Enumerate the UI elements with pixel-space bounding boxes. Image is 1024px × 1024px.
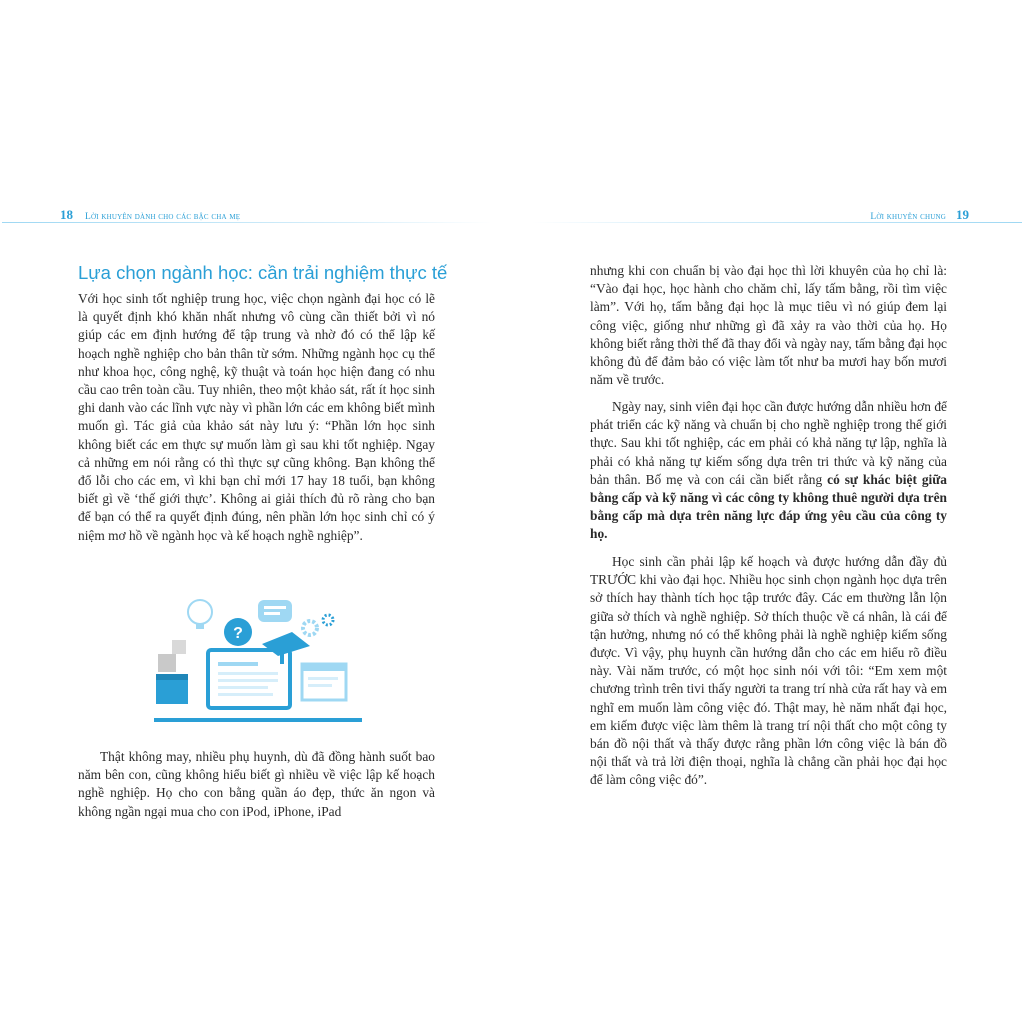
left-header-title: Lời khuyên dành cho các bậc cha mẹ	[85, 212, 241, 222]
section-heading: Lựa chọn ngành học: cần trải nghiệm thực tế	[78, 262, 448, 283]
lightbulb-icon	[188, 600, 212, 624]
right-paragraph-2	[590, 398, 947, 544]
right-page-number: 19	[956, 207, 969, 222]
right-header-rule	[532, 222, 1022, 223]
left-header-rule	[2, 222, 492, 223]
career-planning-illustration	[150, 590, 370, 730]
gear-icon	[303, 621, 317, 635]
left-page-number: 18	[60, 207, 73, 222]
gear-icon-small	[323, 615, 333, 625]
right-paragraph-1: nhưng khi con chuẩn bị vào đại học thì lời khuyên của họ chỉ là: “Vào đại học, học hành cho chăm chỉ, lấy tấm bằng, rồi tìm việc làm”. Với họ, tấm bằng đại học là mục tiêu vì nó giúp đem lại công việc, giống như những gì đã xảy ra vào thời của họ. Họ không biết rằng thời thế đã thay đổi và ngày nay, tấm bằng đại học không đủ để đảm bảo có việc làm tốt như ba mươi hay bốn mươi năm về trước.	[590, 263, 947, 388]
puzzle-icon	[158, 654, 176, 672]
left-paragraph-1: Với học sinh tốt nghiệp trung học, việc chọn ngành đại học có lẽ là quyết định khó khăn nhất nhưng vô cùng cần thiết bởi vì nó giúp các em định hướng để tập trung và nhờ đó có thể lập kế hoạch nghề nghiệp cho bản thân từ sớm. Những ngành học cụ thể như khoa học, công nghệ, kỹ thuật và toán học hiện đang có nhu cầu cao trên toàn cầu. Tuy nhiên, theo một khảo sát, rất ít học sinh ghi danh vào các lĩnh vực này vì phần lớn các em không biết mình muốn gì. Tác giả của khảo sát này lưu ý: “Phần lớn học sinh không biết các em thực sự muốn làm gì sau khi tốt nghiệp. Ngay cả những em nói rằng có thì thực sự cũng không. Bạn không thể đổ lỗi cho các em, vì khi bạn chỉ mới 17 hay 18 tuổi, bạn không biết gì về ‘thế giới thực’. Không ai giải thích đủ rõ ràng cho bạn để bạn có thể ra quyết định đúng, nên phần lớn học sinh chỉ có ý niệm mơ hồ về ngành học và kế hoạch nghề nghiệp”.	[78, 291, 435, 543]
desk-line	[154, 718, 362, 722]
right-paragraph-3: Học sinh cần phải lập kế hoạch và được hướng dẫn đầy đủ TRƯỚC khi vào đại học. Nhiều học sinh chọn ngành học dựa trên sở thích hay thành tích học tập trước đây. Các em thường lẫn lộn giữa sở thích và nghề nghiệp. Sở thích thuộc về cá nhân, là cái để tận hưởng, nhưng nó có thể không phải là nghề nghiệp kiếm sống được. Vì vậy, phụ huynh cần hướng dẫn cho các em hiểu rõ điều này. Vài năm trước, có một học sinh nói với tôi: “Em xem một chương trình trên tivi thấy người ta trang trí nhà cửa rất hay và em nghĩ em muốn làm công việc đó. Thật may, hè năm nhất đại học, em kiếm được việc làm thêm là trang trí nội thất cho một công ty bán đồ nội thất và thấy được rằng phần lớn công việc là bán đồ nội thất và trả lời điện thoại, nghĩa là chẳng cần phải học đại học để làm công việc đó”.	[590, 554, 947, 788]
right-paragraph-2-bold: có sự khác biệt giữa bằng cấp và kỹ năng vì các công ty không thuê người dựa trên bằng cấp mà dựa trên năng lực đáp ứng yêu cầu của công ty họ.	[590, 471, 948, 542]
chat-bubble-icon	[258, 600, 292, 622]
svg-text:?: ?	[233, 625, 243, 642]
right-header-title: Lời khuyên chung	[870, 212, 946, 222]
right-page	[512, 0, 1024, 1024]
left-paragraph-2: Thật không may, nhiều phụ huynh, dù đã đồng hành suốt bao năm bên con, cũng không hiểu biết gì nhiều về việc lập kế hoạch nghề nghiệp. Họ cho con bằng quần áo đẹp, thức ăn ngon và không ngần ngại mua cho con iPod, iPhone, iPad	[78, 749, 435, 819]
right-paragraph-2-text: Ngày nay, sinh viên đại học cần được hướng dẫn nhiều hơn để phát triển các kỹ năng và chuẩn bị cho nghề nghiệp trong thế giới thực. Sau khi tốt nghiệp, các em phải có khả năng tự lập, nghĩa là phải có khả năng tự kiếm sống dựa trên tri thức và kỹ năng của bản thân. Bố mẹ và con cái cần biết rằng	[590, 399, 947, 487]
